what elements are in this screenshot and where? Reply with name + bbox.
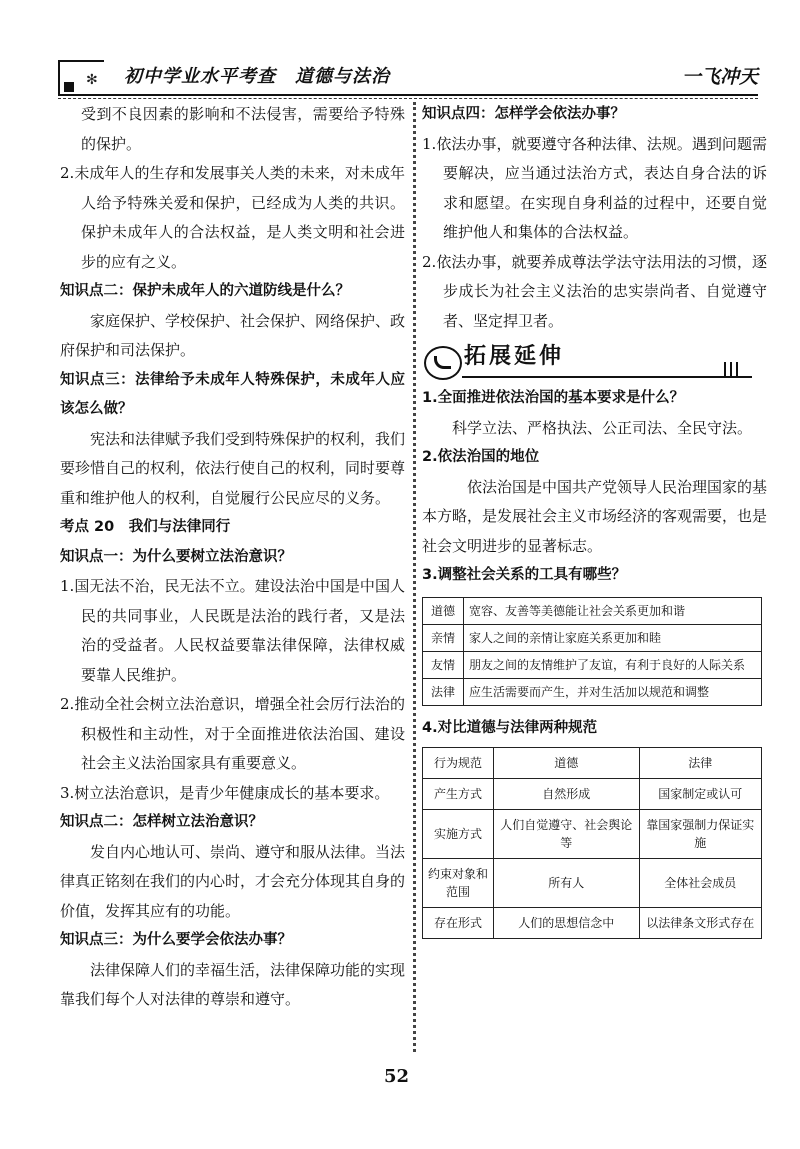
page-header (58, 56, 758, 94)
left-column (60, 100, 405, 1015)
table-row (423, 678, 762, 705)
header-rule (58, 94, 758, 96)
section-heading: 知识点三：法律给予未成年人特殊保护，未成年人应该怎么做？ (60, 371, 405, 417)
banner-tick (730, 362, 732, 378)
table-cell: 国家制定或认可 (639, 779, 761, 810)
paragraph: 发自内心地认可、崇尚、遵守和服从法律。当法律真正铭刻在我们的内心时，才会充分体现其自身的价值，发挥其应有的功能。 (60, 842, 406, 920)
paragraph: 受到不良因素的影响和不法侵害，需要给予特殊的保护。 (81, 105, 405, 153)
table-cell: 宽容、友善等美德能让社会关系更加和谐 (464, 597, 762, 624)
table-cell: 朋友之间的友情维护了友谊，有利于良好的人际关系 (464, 651, 762, 678)
paragraph: 宪法和法律赋予我们受到特殊保护的权利，我们要珍惜自己的权利，依法行使自己的权利，同时要尊重和维护他人的权利，自觉履行公民应尽的义务。 (60, 429, 406, 507)
table-cell: 所有人 (494, 859, 640, 908)
table-cell: 全体社会成员 (639, 859, 761, 908)
paragraph: 2.推动全社会树立法治意识，增强全社会厉行法治的积极性和主动性，对于全面推进依法治国、建设社会主义法治国家具有重要意义。 (60, 695, 405, 772)
extension-emblem-icon (424, 346, 462, 380)
banner-tick (724, 362, 726, 378)
table-cell: 存在形式 (423, 908, 494, 939)
table-cell: 以法律条文形式存在 (639, 908, 761, 939)
paragraph: 3.树立法治意识，是青少年健康成长的基本要求。 (60, 783, 390, 802)
table-cell: 应生活需要而产生，并对生活加以规范和调整 (464, 678, 762, 705)
extension-title: 拓展延伸 (464, 344, 565, 369)
banner-rule (462, 376, 752, 378)
right-column (422, 100, 767, 939)
table-row (423, 810, 762, 859)
paragraph: 1.国无法不治，民无法不立。建设法治中国是中国人民的共同事业，人民既是法治的践行者，又是法治的受益者。人民权益要靠法律保障，法律权威要靠人民维护。 (60, 577, 405, 684)
paragraph: 2.未成年人的生存和发展事关人类的未来，对未成年人给予特殊关爱和保护，已经成为人类的共识。保护未成年人的合法权益，是人类文明和社会进步的应有之义。 (60, 164, 405, 271)
paragraph: 家庭保护、学校保护、社会保护、网络保护、政府保护和司法保护。 (60, 311, 406, 359)
paragraph: 1.依法办事，就要遵守各种法律、法规。遇到问题需要解决，应当通过法治方式，表达自身合法的诉求和愿望。在实现自身利益的过程中，还要自觉维护他人和集体的合法权益。 (422, 134, 767, 241)
social-relations-table (422, 597, 762, 706)
morality-law-comparison-table (422, 747, 762, 939)
page-number: 52 (384, 1066, 410, 1087)
paragraph: 依法治国是中国共产党领导人民治理国家的基本方略，是发展社会主义市场经济的客观需要，也是社会文明进步的显著标志。 (422, 477, 768, 555)
table-cell: 靠国家强制力保证实施 (639, 810, 761, 859)
table-cell: 产生方式 (423, 779, 494, 810)
section-heading: 知识点二：保护未成年人的六道防线是什么？ (60, 283, 350, 299)
section-heading: 知识点二：怎样树立法治意识？ (60, 814, 263, 830)
section-heading: 知识点一：为什么要树立法治意识？ (60, 548, 292, 565)
table-header-cell: 行为规范 (423, 748, 494, 779)
table-row (423, 859, 762, 908)
sparkle-icon: ✻ (86, 72, 98, 88)
table-cell: 约束对象和范围 (423, 859, 494, 908)
question-heading: 4.对比道德与法律两种规范 (422, 719, 598, 736)
section-heading: 知识点三：为什么要学会依法办事？ (60, 932, 292, 948)
table-cell: 道德 (423, 597, 464, 624)
book-title: 初中学业水平考查 道德与法治 (124, 66, 390, 87)
table-row (423, 624, 762, 651)
paragraph: 法律保障人们的幸福生活，法律保障功能的实现靠我们每个人对法律的尊崇和遵守。 (60, 960, 406, 1008)
table-row (423, 908, 762, 939)
column-divider (413, 102, 416, 1052)
paragraph: 科学立法、严格执法、公正司法、全民守法。 (452, 418, 753, 437)
table-cell: 法律 (423, 678, 464, 705)
table-row (423, 597, 762, 624)
table-cell: 家人之间的亲情让家庭关系更加和睦 (464, 624, 762, 651)
table-header-cell: 法律 (639, 748, 761, 779)
header-rule-dashed (58, 98, 758, 99)
table-row (423, 651, 762, 678)
topic-heading: 考点 20 我们与法律同行 (60, 519, 231, 535)
table-row (423, 779, 762, 810)
banner-tick (736, 362, 738, 378)
table-cell: 友情 (423, 651, 464, 678)
table-cell: 亲情 (423, 624, 464, 651)
question-heading: 2.依法治国的地位 (422, 449, 540, 465)
question-heading: 3.调整社会关系的工具有哪些？ (422, 567, 627, 583)
paragraph: 2.依法办事，就要养成尊法学法守法用法的习惯，逐步成长为社会主义法治的忠实崇尚者、自觉遵守者、坚定捍卫者。 (422, 252, 767, 330)
table-cell: 实施方式 (423, 810, 494, 859)
section-heading: 知识点四：怎样学会依法办事？ (422, 106, 625, 122)
table-cell: 人们的思想信念中 (494, 908, 640, 939)
header-logo-frame (58, 60, 104, 96)
logo-block-icon (64, 82, 74, 92)
table-cell: 自然形成 (494, 779, 640, 810)
question-heading: 1.全面推进依法治国的基本要求是什么？ (422, 390, 685, 406)
table-cell: 人们自觉遵守、社会舆论等 (494, 810, 640, 859)
extension-section-banner (422, 342, 767, 382)
table-header-cell: 道德 (494, 748, 640, 779)
brand-logo-text: 一飞冲天 (681, 66, 758, 88)
table-header-row (423, 748, 762, 779)
